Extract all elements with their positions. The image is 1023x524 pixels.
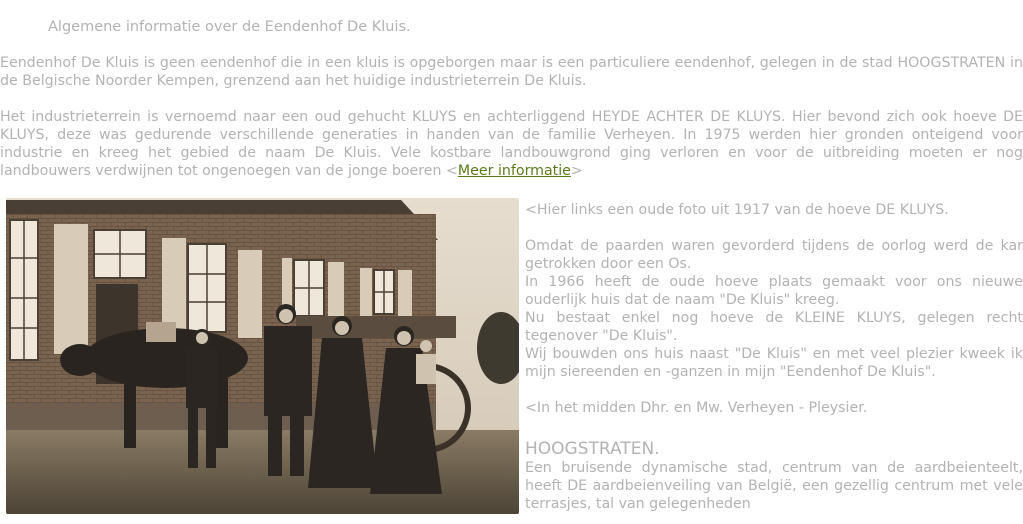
more-info-link[interactable]: Meer informatie [457,163,571,179]
story-ducks: Wij bouwden ons huis naast "De Kluis" en met veel plezier kweek ik mijn siereenden en -ganzen in mijn "Eendenhof De Kluis". [525,346,1023,380]
people-caption: <In het midden Dhr. en Mw. Verheyen - Pleysier. [525,400,868,416]
town-description: Een bruisende dynamische stad, centrum van de aardbeienteelt, heeft DE aardbeienveiling van België, een gezellig centrum met vele terrasjes, tal van gelegenheden [525,460,1023,512]
link-close-bracket: > [570,163,583,179]
link-open-bracket: < [446,163,458,179]
intro-paragraph: Eendenhof De Kluis is geen eendenhof die in een kluis is opgeborgen maar is een particuliere eendenhof, gelegen in de stad HOOGSTRATEN in de Belgische Noorder Kempen, grenzend aan het huidige industrieterrein De Kluis. [0,55,1023,89]
photo-caption: <Hier links een oude foto uit 1917 van de hoeve DE KLUYS. [525,202,949,218]
story-ox: Omdat de paarden waren gevorderd tijdens de oorlog werd de kar getrokken door een Os. [525,238,1023,272]
town-title: HOOGSTRATEN. [525,439,660,459]
page-heading: Algemene informatie over de Eendenhof De Kluis. [48,19,411,35]
history-paragraph [0,108,1023,180]
historic-farm-photo [6,198,519,514]
history-text: Het industrieterrein is vernoemd naar een oud gehucht KLUYS en achterliggend HEYDE ACHTER DE KLUYS. Hier bevond zich ook hoeve DE KLUYS, deze was gedurende verschillende generaties in handen van de familie Verheyen. In 1975 werden hier gronden onteigend voor industrie en kreeg het gebied de naam De Kluis. Vele kostbare landbouwgrond ging verloren en voor de uitbreiding moeten er nog landbouwers verdwijnen tot ongenoegen van de jonge boeren [0,109,1023,179]
story-house: In 1966 heeft de oude hoeve plaats gemaakt voor ons nieuwe ouderlijk huis dat de naam "De Kluis" kreeg. [525,274,1023,308]
side-text-column [525,201,1023,513]
story-kleine-kluys: Nu bestaat enkel nog hoeve de KLEINE KLUYS, gelegen recht tegenover "De Kluis". [525,310,1023,344]
